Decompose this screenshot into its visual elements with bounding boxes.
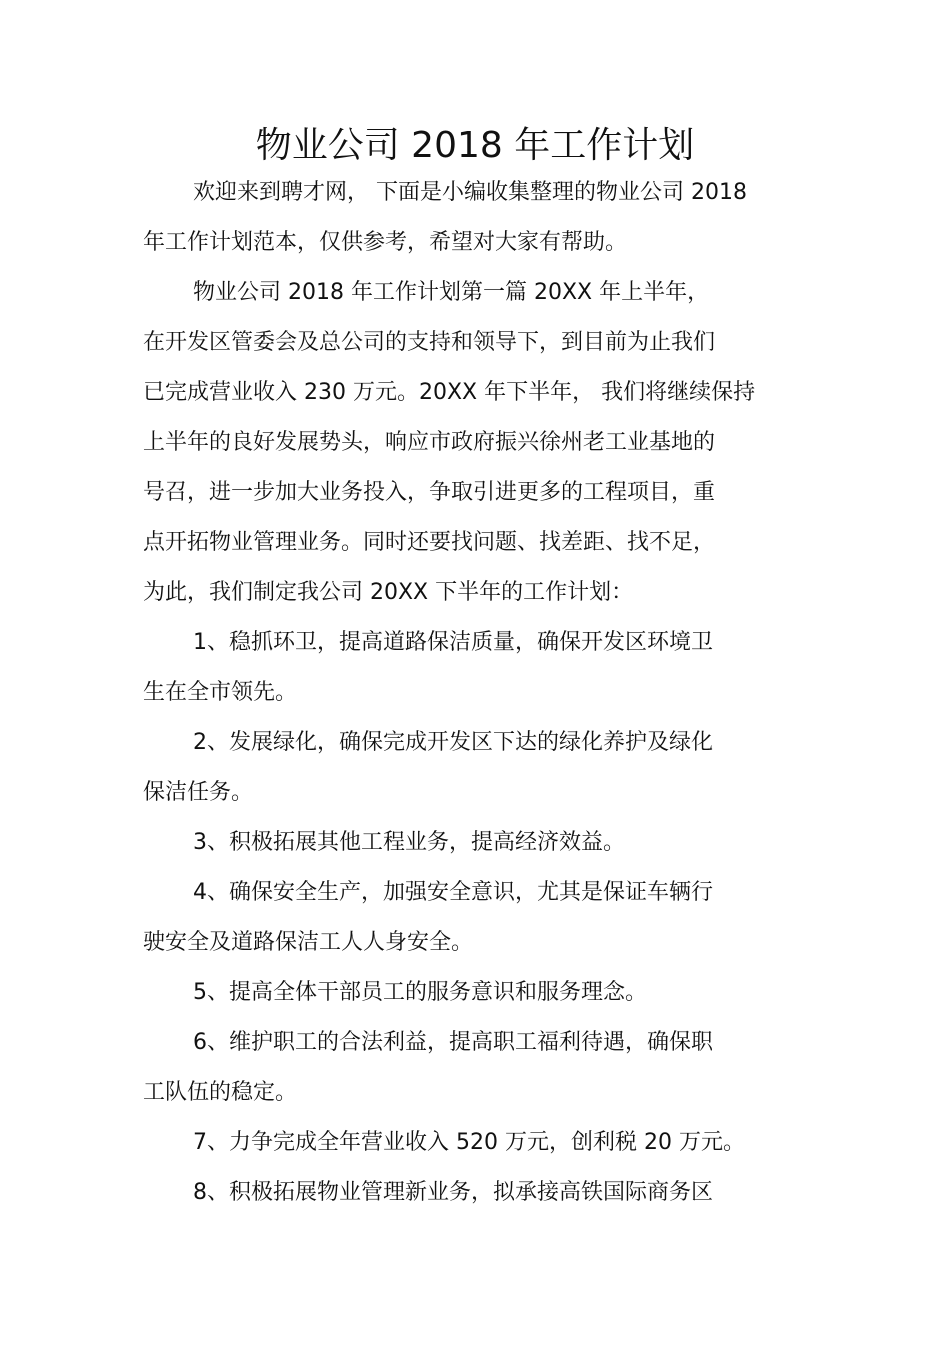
paragraph-line: 欢迎来到聘才网， 下面是小编收集整理的物业公司 2018 bbox=[193, 180, 747, 205]
list-item-line: 4、确保安全生产，加强安全意识，尤其是保证车辆行 bbox=[193, 880, 713, 905]
list-item-line: 7、力争完成全年营业收入 520 万元，创利税 20 万元。 bbox=[193, 1130, 745, 1155]
paragraph-line: 年工作计划范本，仅供参考，希望对大家有帮助。 bbox=[143, 230, 628, 255]
list-item-line: 1、稳抓环卫，提高道路保洁质量，确保开发区环境卫 bbox=[193, 630, 713, 655]
paragraph-line: 上半年的良好发展势头，响应市政府振兴徐州老工业基地的 bbox=[143, 430, 716, 455]
paragraph-line: 在开发区管委会及总公司的支持和领导下，到目前为止我们 bbox=[143, 330, 716, 355]
list-item-line: 工队伍的稳定。 bbox=[143, 1080, 298, 1105]
paragraph-line: 物业公司 2018 年工作计划第一篇 20XX 年上半年， bbox=[193, 280, 710, 305]
list-item-line: 2、发展绿化，确保完成开发区下达的绿化养护及绿化 bbox=[193, 730, 713, 755]
list-item-line: 8、积极拓展物业管理新业务，拟承接高铁国际商务区 bbox=[193, 1180, 713, 1205]
paragraph-line: 点开拓物业管理业务。同时还要找问题、找差距、找不足， bbox=[143, 530, 716, 555]
document-title: 物业公司 2018 年工作计划 bbox=[255, 125, 695, 166]
list-item-line: 生在全市领先。 bbox=[143, 680, 298, 705]
list-item-line: 5、提高全体干部员工的服务意识和服务理念。 bbox=[193, 980, 647, 1005]
list-item-line: 6、维护职工的合法利益，提高职工福利待遇，确保职 bbox=[193, 1030, 713, 1055]
list-item-line: 3、积极拓展其他工程业务，提高经济效益。 bbox=[193, 830, 625, 855]
paragraph-line: 已完成营业收入 230 万元。20XX 年下半年， 我们将继续保持 bbox=[143, 380, 756, 405]
list-item-line: 保洁任务。 bbox=[143, 780, 254, 805]
paragraph-line: 为此，我们制定我公司 20XX 下半年的工作计划： bbox=[143, 580, 634, 605]
list-item-line: 驶安全及道路保洁工人人身安全。 bbox=[143, 930, 474, 955]
paragraph-line: 号召，进一步加大业务投入，争取引进更多的工程项目，重 bbox=[143, 480, 716, 505]
